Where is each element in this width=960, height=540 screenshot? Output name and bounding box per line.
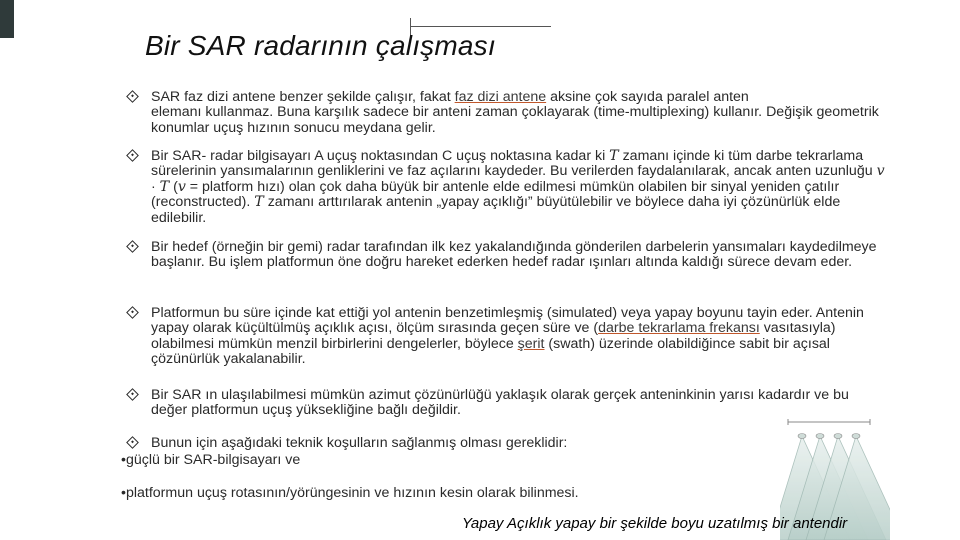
- math-symbol: ·: [151, 178, 160, 195]
- bullet-text-part: vasıtasıyla) olabilmesi mümkün menzil birbirlerini dengelerler, böylece: [151, 320, 836, 352]
- platform-position-marker: [816, 434, 824, 439]
- bullet-text: Bir SAR ın ulaşılabilmesi mümkün azimut çözünürlüğü yaklaşık olarak gerçek anteninkinin yarısı kadardır ve bu değer platformun uçuş yüksekliğine bağlı değildir.: [151, 387, 849, 419]
- math-symbol: v: [876, 163, 885, 180]
- platform-position-marker: [834, 434, 842, 439]
- pulse-repetition-frequency-link[interactable]: darbe tekrarlama frekansı: [598, 320, 760, 337]
- swath-link[interactable]: şerit: [517, 335, 545, 352]
- math-symbol: T: [159, 178, 170, 195]
- bullet-text-part: Bir SAR- radar bilgisayarı A uçuş noktasından C uçuş noktasına kadar ki: [151, 148, 610, 164]
- bullet-item-4: [128, 306, 888, 368]
- bullet-item-5: [128, 388, 888, 419]
- math-symbol: T: [254, 194, 264, 211]
- bullet-text: [151, 149, 888, 226]
- bullet-item-1: [128, 90, 888, 136]
- bullet-text: [151, 306, 888, 368]
- bullet-text-part: Platformun bu süre içinde kat ettiği yol antenin benzetimleşmiş (simulated) veya yapay boyunu tayin eder. Antenin yapay olarak küçültülmüş açıklık açısı, ölçüm sırasında geçen süre ve (: [151, 305, 864, 337]
- diamond-bullet-icon: [126, 306, 139, 319]
- math-symbol: v: [177, 178, 186, 195]
- platform-position-marker: [852, 434, 860, 439]
- bullet-item-3: [128, 240, 888, 271]
- title-decoration-tick: [410, 18, 411, 26]
- bullet-text-part: elemanı kullanmaz. Buna karşılık sadece bir anteni zaman çoklayarak (time-multiplexing) kullanır. Değişik geometrik konumlar uçuş hızının sonucu meydana gelir.: [151, 104, 879, 136]
- bullet-text-part: zamanı arttırılarak antenin „yapay açıklığı” büyütülebilir ve böylece daha iyi çözünürlük elde edilebilir.: [151, 194, 841, 226]
- bullet-text: [151, 90, 888, 136]
- diamond-bullet-icon: [126, 149, 139, 162]
- bullet-text-part: aksine çok sayıda paralel anten: [546, 89, 749, 105]
- bullet-item-6: [128, 436, 888, 451]
- condition-line-1: •güçlü bir SAR-bilgisayarı ve: [121, 452, 301, 468]
- diamond-bullet-icon: [126, 90, 139, 103]
- page-title: Bir SAR radarının çalışması: [145, 30, 496, 61]
- bullet-text: Bir hedef (örneğin bir gemi) radar tarafından ilk kez yakalandığında gönderilen darbelerin yansımaları kaydedilmeye başlanır. Bu işlem platformun öne doğru hareket ederken hedef radar ışınları altında kaldığı sürece devam eder.: [151, 239, 877, 271]
- platform-position-marker: [798, 434, 806, 439]
- diamond-bullet-icon: [126, 240, 139, 253]
- figure-caption: Yapay Açıklık yapay bir şekilde boyu uzatılmış bir antendir: [462, 515, 848, 532]
- bullet-text-part: zamanı içinde ki tüm darbe tekrarlama sürelerinin yansımalarının genliklerini ve faz açılarını kaydeder. Bu verilerden faydalanılarak, ancak anten uzunluğu: [151, 148, 877, 180]
- bullet-item-2: [128, 149, 888, 226]
- bullet-text-part: (: [169, 178, 178, 195]
- condition-line-2: •platformun uçuş rotasının/yörüngesinin ve hızının kesin olarak bilinmesi.: [121, 485, 579, 501]
- phased-array-link[interactable]: faz dizi antene: [454, 89, 547, 105]
- bullet-text: Bunun için aşağıdaki teknik koşulların sağlanmış olması gereklidir:: [151, 435, 568, 451]
- diamond-bullet-icon: [126, 388, 139, 401]
- math-symbol: T: [609, 148, 619, 164]
- bullet-text-part: = platform hızı) olan çok daha büyük bir antenle elde edilmesi mümkün olabilen bir sinyal yeniden çatılır (reconstructed).: [151, 178, 840, 211]
- corner-accent-bar: [0, 0, 14, 38]
- bullet-text-part: (swath) üzerinde olabildiğince sabit bir açısal çözünürlük yakalanabilir.: [151, 335, 830, 368]
- bullet-text-part: SAR faz dizi antene benzer şekilde çalışır, fakat: [151, 89, 455, 105]
- diamond-bullet-icon: [126, 436, 139, 449]
